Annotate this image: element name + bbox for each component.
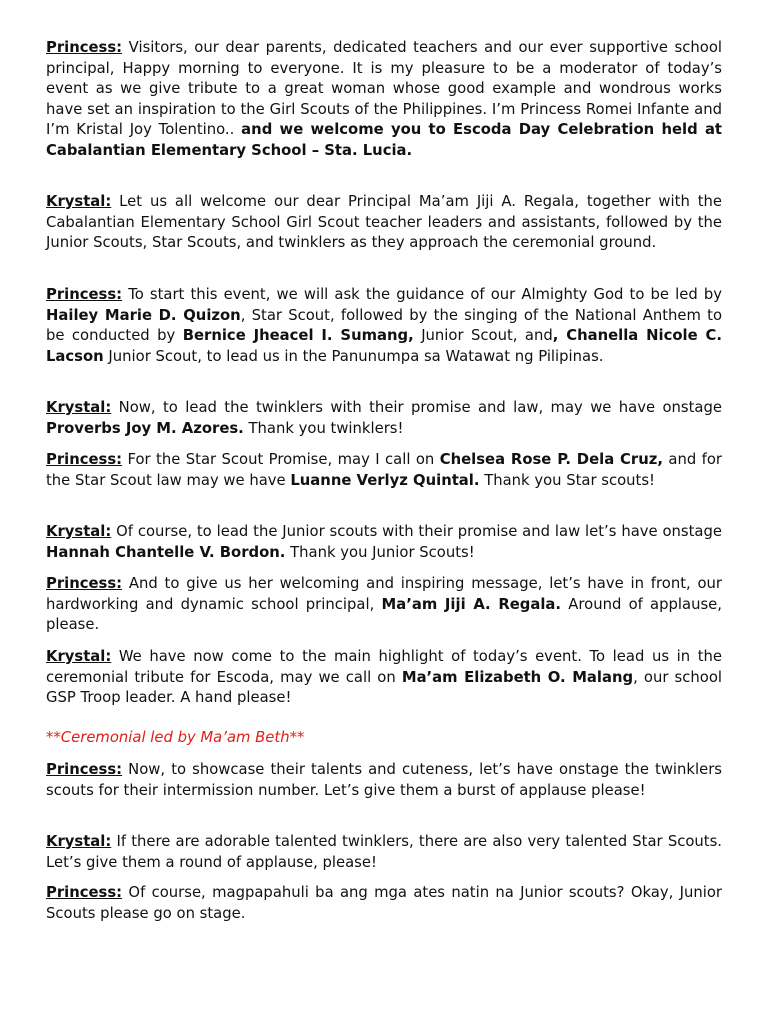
text-segment: Thank you Junior Scouts! <box>285 543 475 561</box>
text-segment: For the Star Scout Promise, may I call on <box>122 451 440 468</box>
paragraph-7 <box>46 574 722 636</box>
bold-text-segment: Luanne Verlyz Quintal. <box>290 471 480 489</box>
bold-text-segment: Hannah Chantelle V. Bordon. <box>46 543 286 561</box>
paragraph-5 <box>46 450 722 491</box>
speaker-label: Princess: <box>46 761 123 778</box>
paragraph-9 <box>46 760 722 801</box>
paragraph-1 <box>46 38 722 162</box>
text-segment: , our school GSP Troop leader. A hand please! <box>46 668 722 707</box>
text-segment: Junior Scout, and <box>413 327 553 345</box>
paragraph-8 <box>46 647 722 709</box>
bold-text-segment: , Chanella Nicole C. Lacson <box>46 327 723 365</box>
speaker-label: Princess: <box>46 286 123 303</box>
text-segment: Thank you Star scouts! <box>479 471 655 489</box>
speaker-label: Princess: <box>46 575 123 592</box>
paragraph-2 <box>46 192 722 254</box>
text-segment: and for the Star Scout law may we have <box>46 451 722 489</box>
bold-text-segment: Bernice Jheacel I. Sumang, <box>182 327 414 345</box>
text-segment: Thank you twinklers! <box>243 419 404 437</box>
speaker-label: Krystal: <box>46 833 112 850</box>
text-segment: , Star Scout, followed by the singing of the National Anthem to be conducted by <box>46 306 722 345</box>
text-segment: Junior Scout, to lead us in the Panunumpa sa Watawat ng Pilipinas. <box>103 347 604 365</box>
bold-text-segment: Proverbs Joy M. Azores. <box>46 419 244 437</box>
text-segment: Around of applause, please. <box>46 595 722 634</box>
paragraph-4 <box>46 398 722 439</box>
paragraph-11 <box>46 883 722 924</box>
text-segment: We have now come to the main highlight of today’s event. To lead us in the ceremonial tribute for Escoda, may we call on <box>46 648 722 686</box>
text-segment: Visitors, our dear parents, dedicated teachers and our ever supportive school principal, Happy morning to everyone. It is my pleasure to be a moderator of today’s event as we give tribute to a great woman whose good example and wondrous works have set an inspiration to the Girl Scouts of the Philippines. I’m Princess Romei Infante and I’m Kristal Joy Tolentino.. <box>46 39 722 139</box>
text-segment: Now, to showcase their talents and cuteness, let’s have onstage the twinklers scouts for their intermission number. Let’s give them a burst of applause please! <box>46 761 722 799</box>
paragraph-10 <box>46 832 722 873</box>
speaker-label: Princess: <box>46 451 123 468</box>
text-segment: Of course, to lead the Junior scouts with their promise and law let’s have onstage <box>111 523 722 540</box>
bold-text-segment: Ma’am Jiji A. Regala. <box>381 595 562 613</box>
text-segment: Let us all welcome our dear Principal Ma’am Jiji A. Regala, together with the Cabalantian Elementary School Girl Scout teacher leaders and assistants, followed by the Junior Scouts, Star Scouts, and twinklers as they approach the ceremonial ground. <box>46 193 722 252</box>
paragraph-3 <box>46 285 722 367</box>
bold-text-segment: Hailey Marie D. Quizon <box>46 306 241 324</box>
bold-text-segment: and we welcome you to Escoda Day Celebration held at Cabalantian Elementary School – Sta. Lucia. <box>46 121 722 159</box>
text-segment: Now, to lead the twinklers with their promise and law, may we have onstage <box>111 399 722 416</box>
speaker-label: Krystal: <box>46 648 112 665</box>
speaker-label: Krystal: <box>46 399 112 416</box>
text-segment: To start this event, we will ask the guidance of our Almighty God to be led by <box>122 286 722 303</box>
text-segment: And to give us her welcoming and inspiring message, let’s have in front, our hardworking and dynamic school principal, <box>46 575 722 613</box>
speaker-label: Princess: <box>46 39 123 56</box>
paragraph-6 <box>46 522 722 563</box>
speaker-label: Krystal: <box>46 523 112 540</box>
text-segment: Of course, magpapahuli ba ang mga ates natin na Junior scouts? Okay, Junior Scouts please go on stage. <box>46 884 722 922</box>
stage-direction-note: **Ceremonial led by Ma’am Beth** <box>46 729 305 746</box>
text-segment: If there are adorable talented twinklers, there are also very talented Star Scouts. Let’s give them a round of applause, please! <box>46 833 722 871</box>
bold-text-segment: Chelsea Rose P. Dela Cruz, <box>439 451 663 468</box>
speaker-label: Krystal: <box>46 193 112 210</box>
speaker-label: Princess: <box>46 884 123 901</box>
bold-text-segment: Ma’am Elizabeth O. Malang <box>401 668 634 686</box>
